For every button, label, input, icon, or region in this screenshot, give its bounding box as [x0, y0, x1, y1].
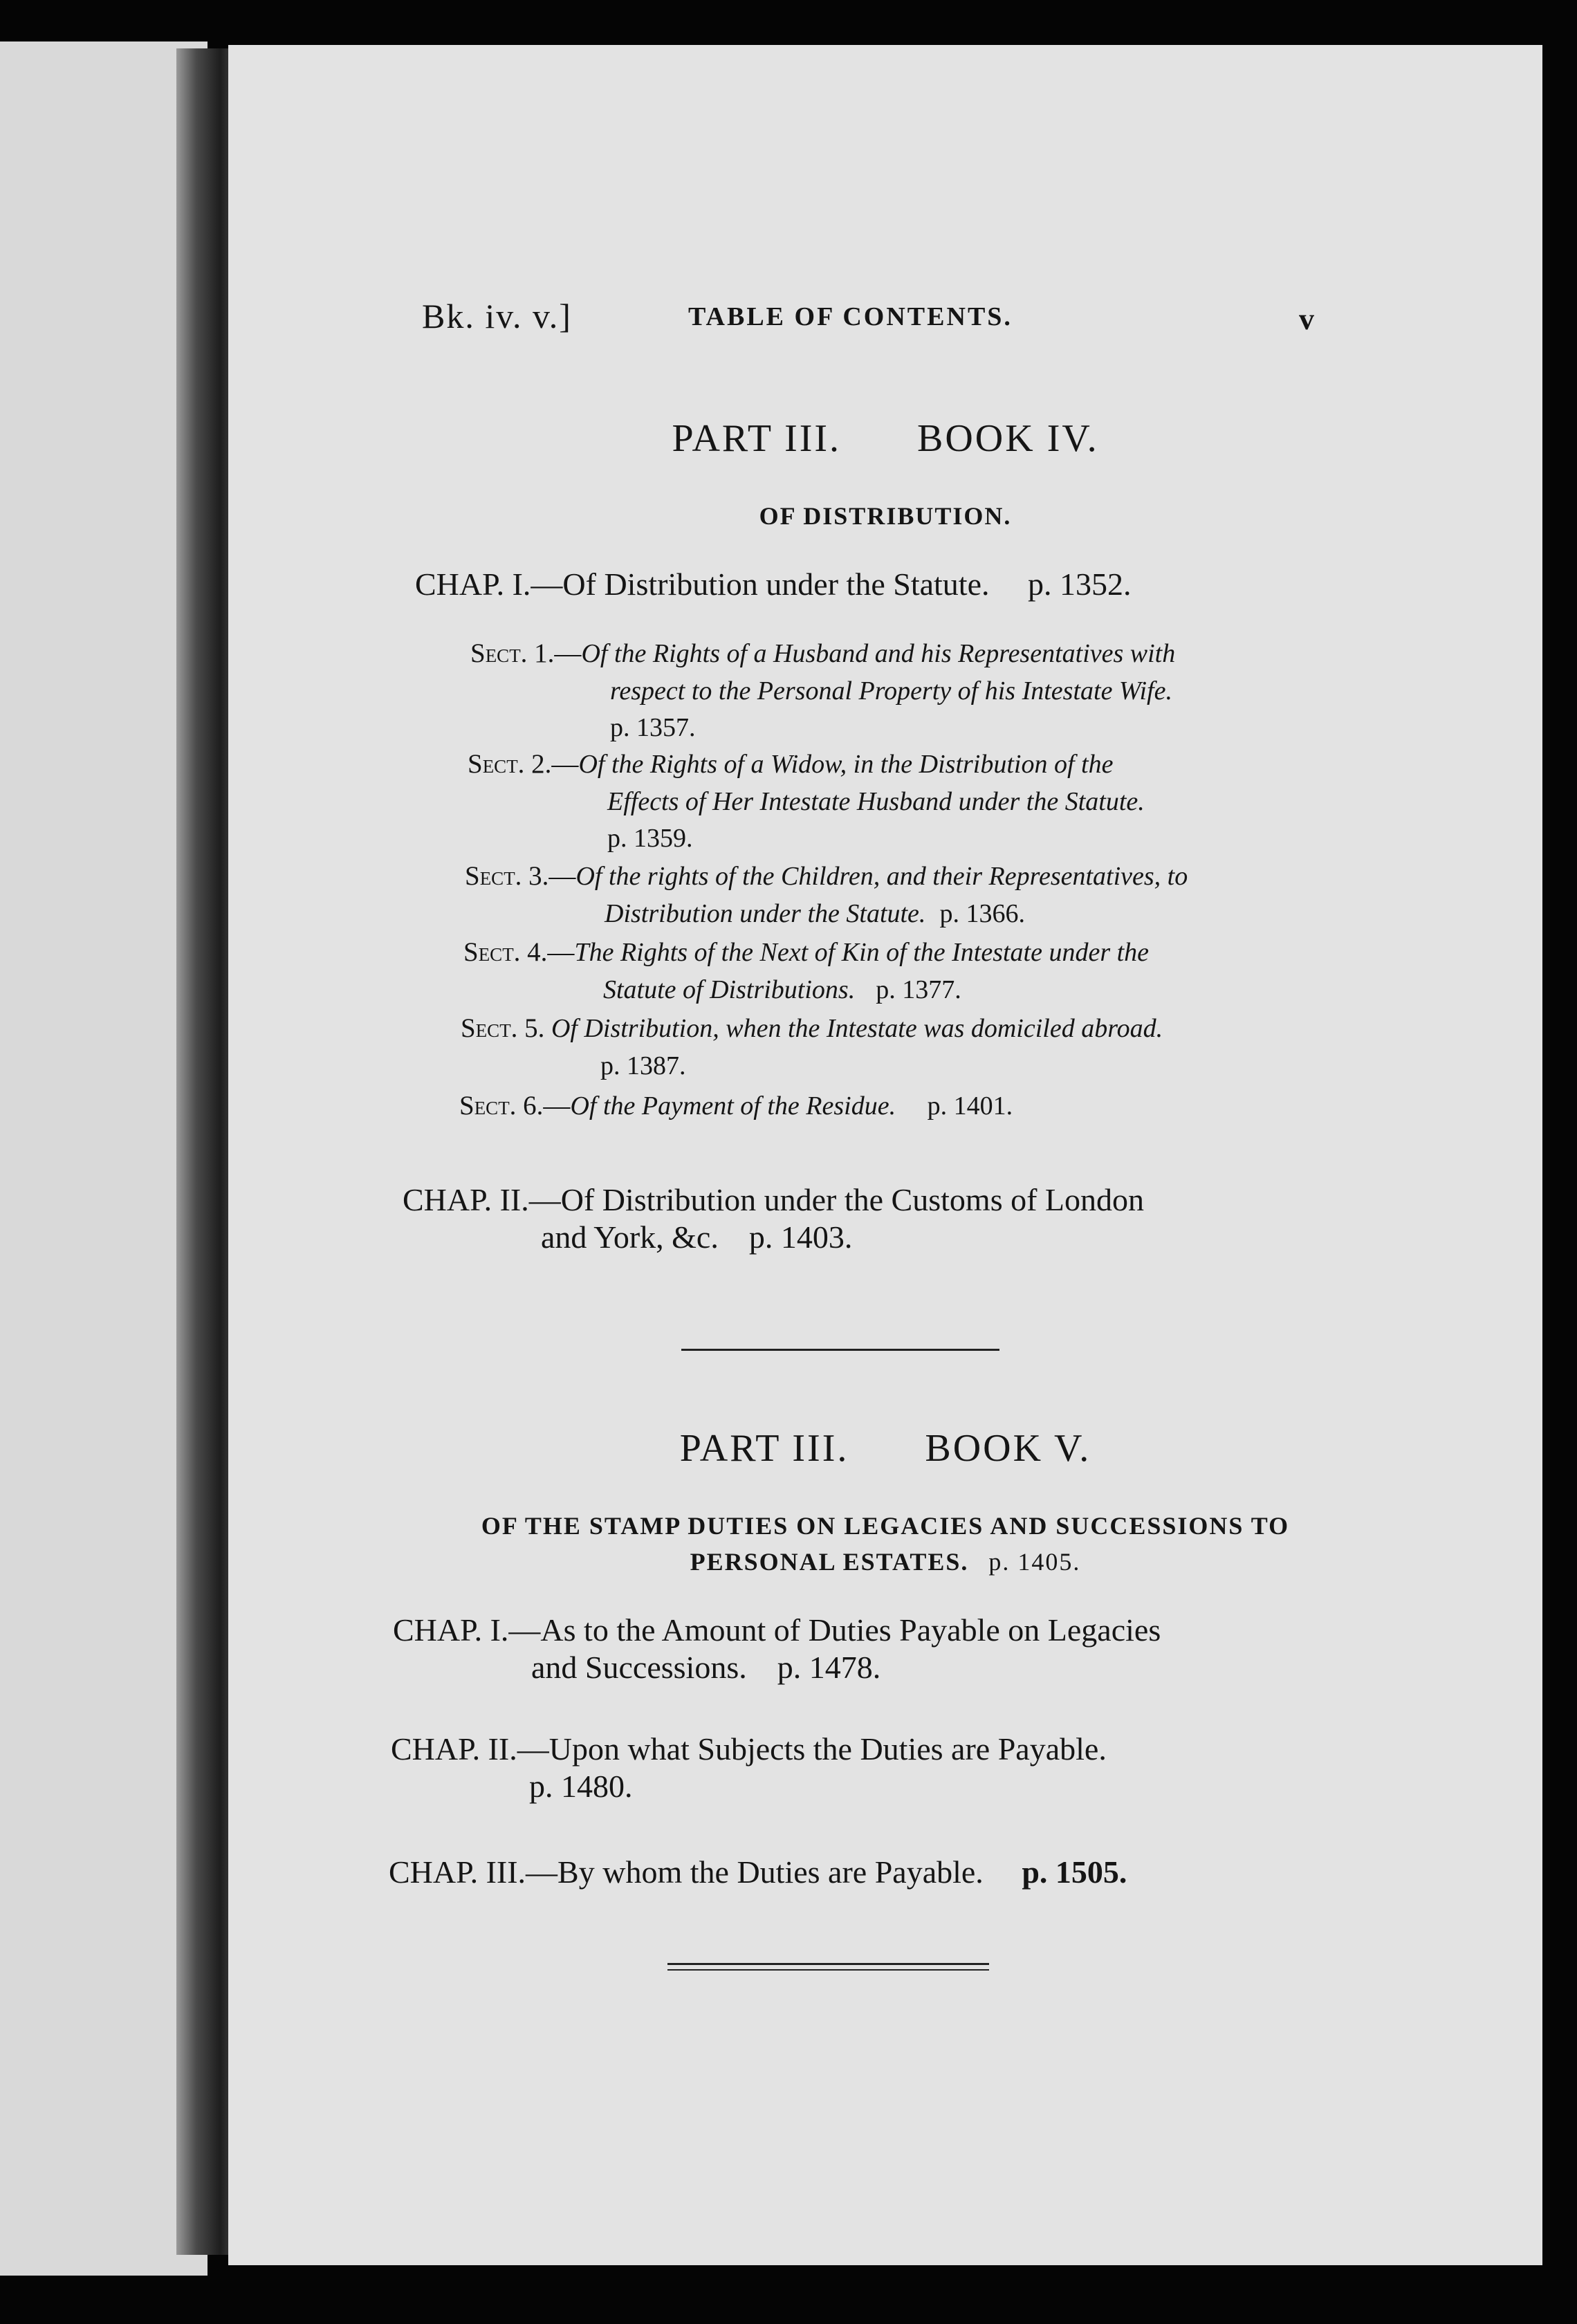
running-head-title: TABLE OF CONTENTS. [688, 302, 1013, 331]
section-title: Of the Payment of the Residue. [570, 1091, 896, 1120]
book5-chap1-page: p. 1478. [777, 1650, 881, 1686]
section-title-cont: Statute of Distributions. p. 1377. [603, 975, 961, 1004]
section-label: Sect. 6.— [459, 1091, 571, 1120]
page [228, 45, 1542, 2265]
section-title-cont: respect to the Personal Property of his Intestate Wife. [610, 676, 1172, 706]
section-page: p. 1387. [600, 1051, 686, 1080]
section-title-cont: Distribution under the Statute. p. 1366. [605, 898, 1025, 928]
section-page: p. 1366. [939, 898, 1025, 928]
book4-heading [228, 416, 1542, 461]
book5-heading [228, 1426, 1542, 1470]
book4-chap2-title-cont: and York, &c. p. 1403. [541, 1219, 853, 1255]
book5-subtitle-line2: PERSONAL ESTATES. [690, 1548, 969, 1576]
book4-subtitle: OF DISTRIBUTION. [759, 502, 1012, 530]
section-label: Sect. 1.— [470, 638, 582, 668]
section-title: The Rights of the Next of Kin of the Intestate under the [574, 938, 1150, 967]
section-page: p. 1359. [607, 823, 693, 853]
book5-chap3 [389, 1854, 1316, 1891]
book4-chap1-page: p. 1352. [1028, 566, 1132, 602]
section-divider [681, 1349, 999, 1351]
section-title-cont: Effects of Her Intestate Husband under the Statute. [607, 786, 1145, 816]
book5-chap2-title: CHAP. II.—Upon what Subjects the Duties are Payable. [391, 1731, 1107, 1767]
book4-section-5 [461, 1010, 1314, 1085]
book5-chap1-title: CHAP. I.—As to the Amount of Duties Payable on Legacies [393, 1612, 1161, 1648]
book5-chap3-page: p. 1505. [1022, 1854, 1127, 1890]
book5-chap2 [391, 1731, 1318, 1806]
book5-part: PART III. [679, 1427, 849, 1470]
running-head-book-ref: Bk. iv. v.] [422, 297, 572, 335]
book4-part: PART III. [672, 417, 842, 460]
book5-chap1 [393, 1612, 1320, 1687]
book5-book: BOOK V. [925, 1427, 1091, 1470]
book4-chap1 [415, 566, 1132, 603]
section-page: p. 1377. [876, 975, 961, 1004]
section-title: Of the Rights of a Widow, in the Distribution of the [578, 750, 1114, 779]
book4-section-1 [470, 635, 1314, 746]
book5-chap3-title: CHAP. III.—By whom the Duties are Payable. [389, 1854, 984, 1890]
book4-section-6 [459, 1087, 1314, 1125]
section-page: p. 1401. [927, 1091, 1013, 1120]
book5-chap1-title-cont: and Successions. p. 1478. [531, 1650, 881, 1686]
book5-chap2-page: p. 1480. [529, 1769, 633, 1805]
book4-chap2-title: CHAP. II.—Of Distribution under the Customs of London [403, 1182, 1145, 1217]
book4-section-3 [465, 858, 1314, 932]
section-label: Sect. 3.— [465, 861, 576, 891]
book4-section-2 [468, 746, 1314, 857]
book5-subtitle-page: p. 1405. [988, 1548, 1081, 1576]
running-head [422, 296, 1314, 344]
section-title: Of the Rights of a Husband and his Representatives with [581, 639, 1176, 668]
end-rule-top [667, 1963, 989, 1965]
book5-subtitle [228, 1508, 1542, 1580]
section-label: Sect. 2.— [468, 749, 579, 779]
section-title: Of the rights of the Children, and their Representatives, to [575, 862, 1188, 891]
book4-chap2 [403, 1181, 1316, 1257]
section-label: Sect. 5. [461, 1013, 545, 1043]
book4-chap2-page: p. 1403. [748, 1219, 853, 1255]
section-title: Of Distribution, when the Intestate was domiciled abroad. [544, 1014, 1163, 1043]
page-number: v [1299, 302, 1314, 336]
book5-subtitle-line1: OF THE STAMP DUTIES ON LEGACIES AND SUCCESSIONS TO [481, 1512, 1290, 1540]
book4-chap1-title: CHAP. I.—Of Distribution under the Statute. [415, 566, 990, 602]
book4-book: BOOK IV. [917, 417, 1099, 460]
book4-section-4 [463, 934, 1314, 1008]
end-rule-bottom [667, 1969, 989, 1971]
section-page: p. 1357. [610, 712, 696, 742]
section-label: Sect. 4.— [463, 937, 575, 967]
